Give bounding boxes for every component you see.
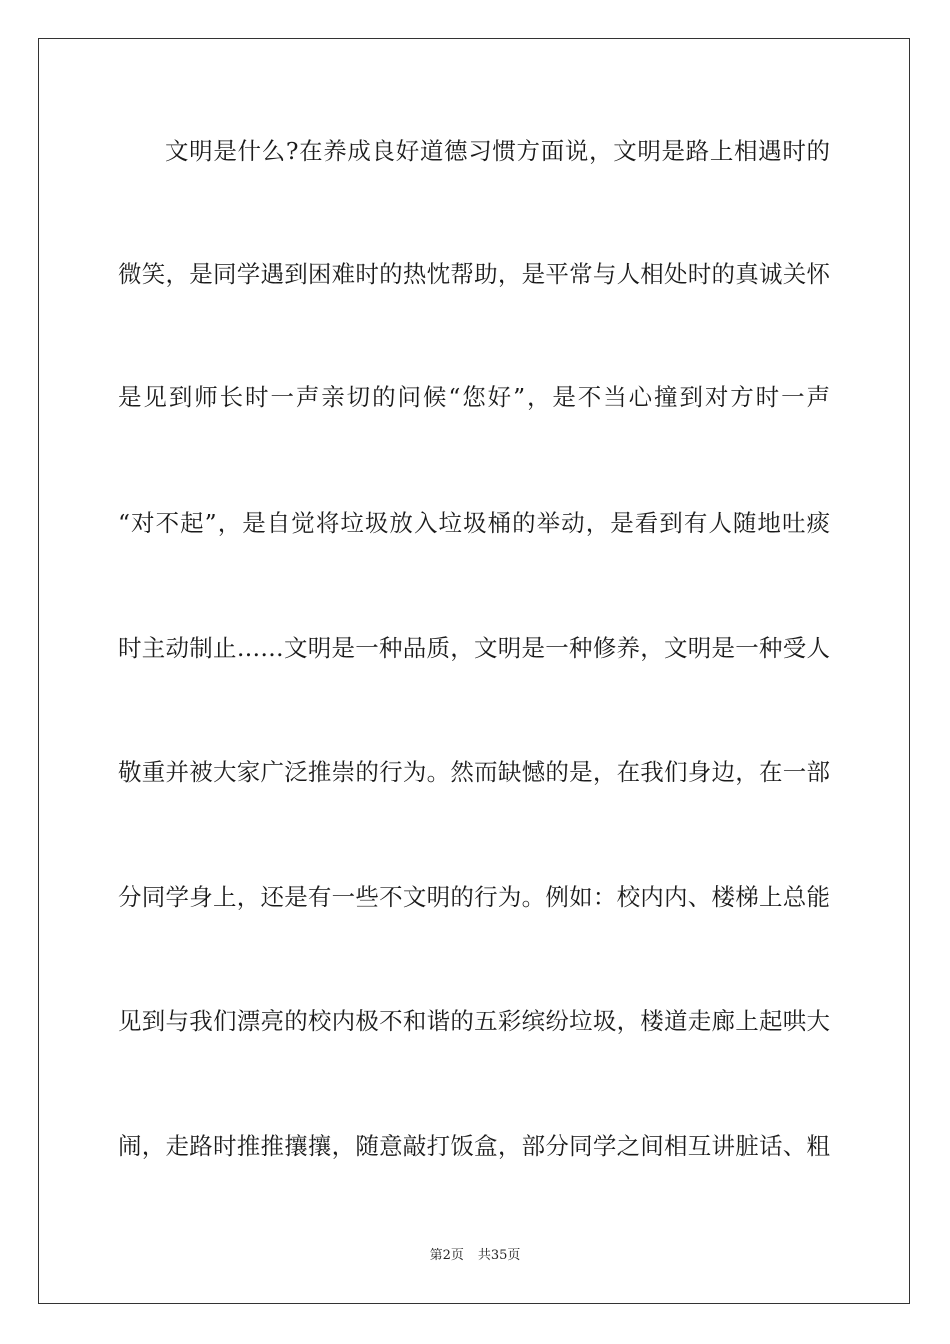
paragraph-line-5: 时主动制止……文明是一种品质，文明是一种修养，文明是一种受人 <box>118 634 830 662</box>
paragraph-line-1: 文明是什么?在养成良好道德习惯方面说，文明是路上相遇时的 <box>165 137 830 165</box>
paragraph-line-8: 见到与我们漂亮的校内极不和谐的五彩缤纷垃圾，楼道走廊上起哄大 <box>118 1007 830 1035</box>
page-footer <box>0 1247 950 1265</box>
page-number: 第2页 <box>429 1248 464 1263</box>
page-border <box>38 38 910 1304</box>
paragraph-line-9: 闹，走路时推推攘攘，随意敲打饭盒，部分同学之间相互讲脏话、粗 <box>118 1132 830 1160</box>
paragraph-line-2: 微笑，是同学遇到困难时的热忱帮助，是平常与人相处时的真诚关怀 <box>118 260 830 288</box>
page-total: 共35页 <box>477 1248 521 1263</box>
paragraph-line-6: 敬重并被大家广泛推崇的行为。然而缺憾的是，在我们身边，在一部 <box>118 758 830 786</box>
paragraph-line-3: 是见到师长时一声亲切的问候“您好”，是不当心撞到对方时一声 <box>118 383 830 411</box>
paragraph-line-7: 分同学身上，还是有一些不文明的行为。例如：校内内、楼梯上总能 <box>118 883 830 911</box>
paragraph-line-4: “对不起”，是自觉将垃圾放入垃圾桶的举动，是看到有人随地吐痰 <box>118 509 830 537</box>
